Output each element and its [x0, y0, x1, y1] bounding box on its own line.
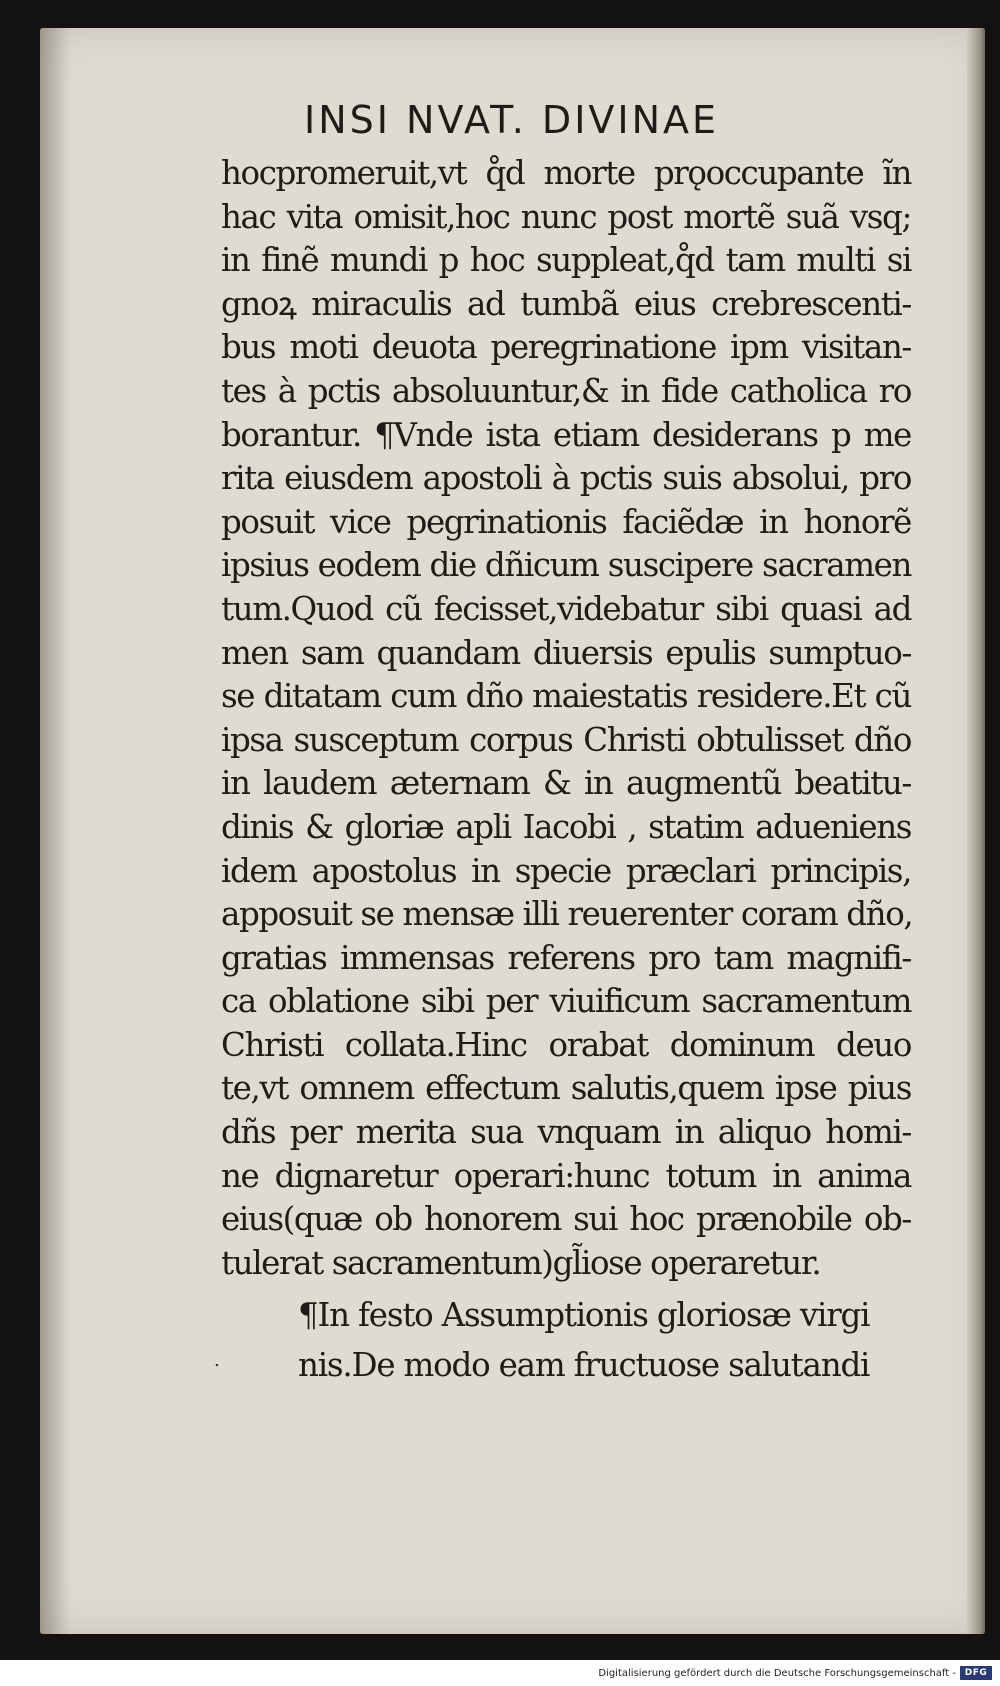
body-text [221, 152, 911, 1285]
text-line: gnoꝝ miraculis ad tumbã eius crebrescenti- [221, 284, 911, 323]
footer-credit: Digitalisierung gefördert durch die Deutsche Forschungsgemeinschaft - [598, 1668, 956, 1679]
dfg-logo: DFG [960, 1666, 992, 1680]
text-line: se ditatam cum dño maiestatis residere.Et cũ [221, 677, 911, 716]
gutter-shadow [40, 28, 70, 1634]
ink-speck: . [214, 1350, 220, 1371]
text-line: tum.Quod cũ fecisset,videbatur sibi quasi ad [221, 589, 911, 628]
text-line: idem apostolus in specie præclari principis, [221, 851, 911, 890]
text-line: te,vt omnem effectum salutis,quem ipse pius [221, 1069, 911, 1108]
section-heading [298, 1290, 898, 1390]
text-line: apposuit se mensæ illi reuerenter coram dño, [221, 895, 913, 934]
text-line: tulerat sacramentum)gl̃iose operaretur. [221, 1243, 821, 1282]
text-line: ipsa susceptum corpus Christi obtulisset dño [221, 720, 911, 759]
text-line: rita eiusdem apostoli à pctis suis absolui, pro [221, 459, 911, 498]
text-line: gratias immensas referens pro tam magnifi- [221, 938, 911, 977]
text-line: borantur. ¶Vnde ista etiam desiderans p me [221, 415, 911, 454]
text-line: dñs per merita sua vnquam in aliquo homi- [221, 1113, 911, 1152]
text-line: ca oblatione sibi per viuificum sacramentum [221, 982, 911, 1021]
text-line: in laudem æternam & in augmentũ beatitu- [221, 764, 911, 803]
text-line: tes à pctis absoluuntur,& in fide catholica ro [221, 371, 911, 410]
text-line: ne dignaretur operari:hunc totum in anima [221, 1156, 911, 1195]
text-line: hac vita omisit,hoc nunc post mortẽ suã vsq; [221, 197, 911, 236]
heading-line: nis.De modo eam fructuose salutandi [298, 1346, 870, 1384]
text-line: men sam quandam diuersis epulis sumptuo- [221, 633, 911, 672]
text-line: eius(quæ ob honorem sui hoc prænobile ob- [221, 1200, 911, 1239]
text-line: in finẽ mundi p hoc suppleat,q̊d tam multi si [221, 241, 911, 280]
text-line: Christi collata.Hinc orabat dominum deuo [221, 1025, 911, 1064]
running-head: INSI NVAT. DIVINAE [304, 98, 720, 142]
page-edge [967, 28, 985, 1634]
text-line: dinis & gloriæ apli Iacobi , statim adueniens [221, 807, 911, 846]
text-line: posuit vice pegrinationis faciẽdæ in honorẽ [221, 502, 911, 541]
text-line: bus moti deuota peregrinatione ipm visitan- [221, 328, 911, 367]
heading-line: ¶In festo Assumptionis gloriosæ virgi [298, 1296, 870, 1334]
text-line: ipsius eodem die dñicum suscipere sacramen [221, 546, 911, 585]
text-line: hocpromeruit,vt q̊d morte prǫoccupante ĩn [221, 154, 911, 192]
